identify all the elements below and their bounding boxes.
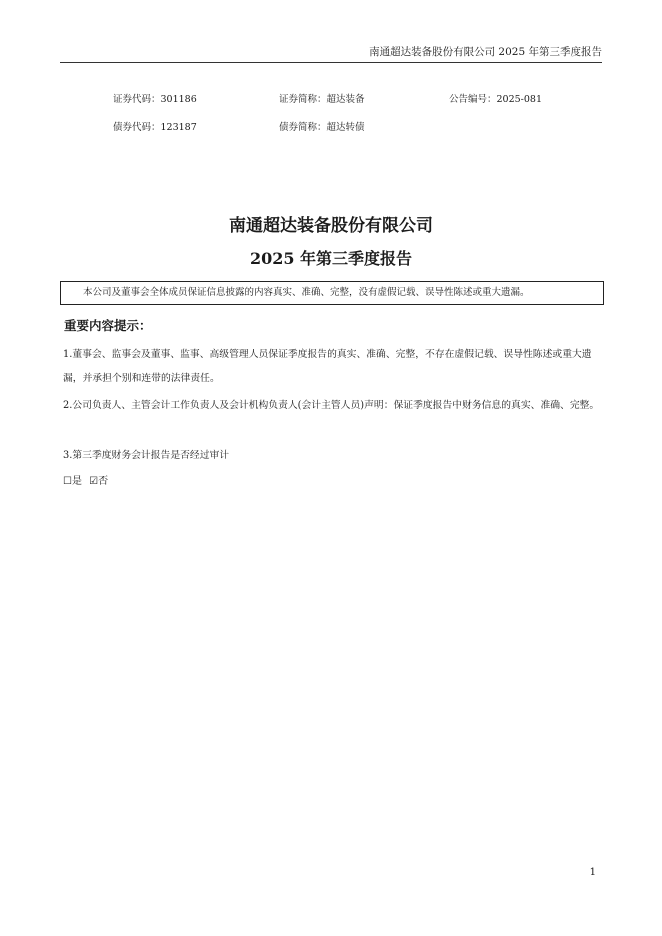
disclosure-statement: 本公司及董事会全体成员保证信息披露的内容真实、准确、完整，没有虚假记载、误导性陈述或重大遗漏。 xyxy=(83,287,530,298)
audit-no-checkbox-icon[interactable]: ☑ xyxy=(89,476,99,487)
stock-code: 证券代码：301186 xyxy=(113,94,197,105)
audit-no-label: 否 xyxy=(98,476,109,487)
important-notice-heading: 重要内容提示： xyxy=(64,318,152,333)
notice-item-2: 2.公司负责人、主管会计工作负责人及会计机构负责人(会计主管人员)声明：保证季度报告中财务信息的真实、准确、完整。 xyxy=(63,400,600,411)
stock-abbreviation: 证券简称：超达装备 xyxy=(279,94,365,105)
notice-item-3: 3.第三季度财务会计报告是否经过审计 xyxy=(63,450,230,461)
page-header xyxy=(60,45,602,63)
audit-yes-label: 是 xyxy=(71,476,82,487)
audit-options xyxy=(63,474,108,490)
announcement-number: 公告编号：2025-081 xyxy=(449,94,543,105)
company-title: 南通超达装备股份有限公司 xyxy=(229,216,433,236)
disclosure-statement-box xyxy=(60,281,604,305)
bond-abbreviation: 债券简称：超达转债 xyxy=(279,122,365,133)
audit-yes-checkbox-icon[interactable]: ☐ xyxy=(63,476,72,487)
notice-item-1: 1.董事会、监事会及董事、监事、高级管理人员保证季度报告的真实、准确、完整，不存在虚假记载、误导性陈述或重大遗漏，并承担个别和连带的法律责任。 xyxy=(63,349,592,384)
running-title: 南通超达装备股份有限公司 2025 年第三季度报告 xyxy=(369,46,602,58)
bond-code: 债券代码：123187 xyxy=(113,122,197,133)
page-number: 1 xyxy=(589,867,596,878)
report-title: 2025 年第三季度报告 xyxy=(249,249,413,268)
